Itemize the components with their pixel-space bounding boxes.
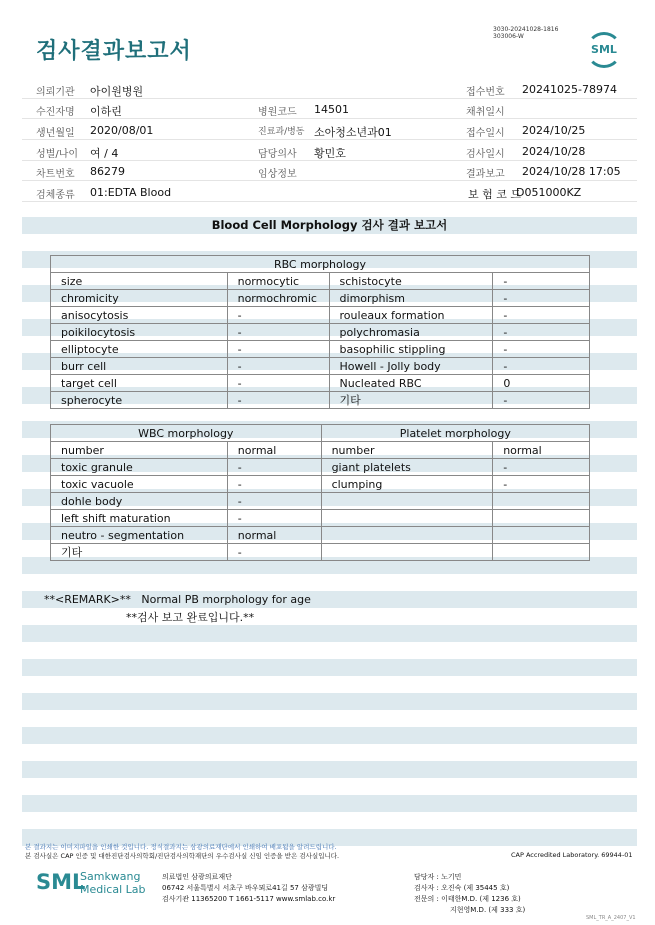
table-row xyxy=(51,307,590,324)
cell-label: toxic granule xyxy=(51,459,228,476)
table-header: RBC morphology xyxy=(51,256,590,273)
cell-label: dimorphism xyxy=(329,290,493,307)
cell-value: normocytic xyxy=(227,273,329,290)
value: 86279 xyxy=(90,165,125,178)
table-header: WBC morphology xyxy=(51,425,322,442)
cell-value xyxy=(493,510,590,527)
cell-label: giant platelets xyxy=(321,459,493,476)
cell-label: clumping xyxy=(321,476,493,493)
table-header: Platelet morphology xyxy=(321,425,589,442)
cell-value: - xyxy=(227,375,329,392)
cell-value xyxy=(493,527,590,544)
cell-value: normal xyxy=(227,527,321,544)
info-row xyxy=(22,79,637,99)
table-row xyxy=(51,527,590,544)
cell-value: - xyxy=(227,544,321,561)
cell-value: normochromic xyxy=(227,290,329,307)
remark-done: **검사 보고 완료입니다.** xyxy=(126,611,255,624)
value: 여 / 4 xyxy=(90,147,119,160)
cell-label: burr cell xyxy=(51,358,228,375)
cell-value: normal xyxy=(227,442,321,459)
cell-value: - xyxy=(227,324,329,341)
table-row xyxy=(51,324,590,341)
label: 임상정보 xyxy=(258,169,297,180)
footer-note: 본 검사실은 CAP 인증 및 대한진단검사의학회/진단검사의학재단의 우수검사실 신임 인증을 받은 검사실입니다. xyxy=(25,852,340,860)
label: 진료과/병동 xyxy=(258,127,305,137)
lab-name-line: Samkwang xyxy=(80,870,141,883)
value: D051000KZ xyxy=(516,186,582,199)
cell-value: - xyxy=(493,290,590,307)
cell-label: anisocytosis xyxy=(51,307,228,324)
label: 접수번호 xyxy=(466,87,505,98)
value: 2020/08/01 xyxy=(90,124,154,137)
cell-value: - xyxy=(493,476,590,493)
cell-label: poikilocytosis xyxy=(51,324,228,341)
cell-label: rouleaux formation xyxy=(329,307,493,324)
cell-value: - xyxy=(493,324,590,341)
table-row xyxy=(51,510,590,527)
value: 2024/10/28 17:05 xyxy=(522,165,621,178)
table-row xyxy=(51,341,590,358)
staff-line: 지현영M.D. (제 333 호) xyxy=(450,906,526,914)
cell-value: - xyxy=(227,307,329,324)
doc-id-line: 303006-W xyxy=(493,33,524,40)
cell-label: schistocyte xyxy=(329,273,493,290)
cell-label: number xyxy=(51,442,228,459)
cell-label: Howell - Jolly body xyxy=(329,358,493,375)
addr-line: 의료법인 삼광의료재단 xyxy=(162,873,232,881)
staff-line: 담당자 : 노기민 xyxy=(414,873,462,881)
lab-name-line: Medical Lab xyxy=(80,883,146,896)
cell-value: - xyxy=(227,341,329,358)
cell-value: - xyxy=(227,392,329,409)
table-row xyxy=(51,392,590,409)
label: 보 험 코 드 xyxy=(468,188,521,201)
info-row xyxy=(22,161,637,181)
value: 아이원병원 xyxy=(90,85,144,98)
table-row xyxy=(51,544,590,561)
report-title: Blood Cell Morphology 검사 결과 보고서 xyxy=(211,218,448,232)
cell-label xyxy=(321,527,493,544)
cell-label xyxy=(321,510,493,527)
staff-list xyxy=(414,872,525,916)
cell-label: target cell xyxy=(51,375,228,392)
value: 20241025-78974 xyxy=(522,83,617,96)
label: 검사일시 xyxy=(466,149,505,160)
info-row xyxy=(22,99,637,119)
table-row xyxy=(51,273,590,290)
label: 결과보고 xyxy=(466,169,505,180)
table-row xyxy=(51,493,590,510)
footer-note: 본 결과지는 이미지파일을 인쇄한 것입니다. 정식결과지는 삼광의료재단에서 인쇄하여 배포됨을 알려드립니다. xyxy=(25,843,337,851)
cell-value: - xyxy=(493,392,590,409)
cell-value: - xyxy=(493,273,590,290)
cell-value: - xyxy=(227,358,329,375)
label: 담당의사 xyxy=(258,149,297,160)
cell-value: - xyxy=(493,307,590,324)
cell-label: elliptocyte xyxy=(51,341,228,358)
doc-id-line: 3030-20241028-1816 xyxy=(493,26,559,33)
label: 의뢰기관 xyxy=(36,87,75,98)
cell-value: - xyxy=(227,476,321,493)
staff-line: 전문의 : 이태한M.D. (제 1236 호) xyxy=(414,895,521,903)
staff-line: 검사자 : 오진숙 (제 35445 호) xyxy=(414,884,510,892)
cell-value: - xyxy=(493,358,590,375)
addr-line: 06742 서울특별시 서초구 바우뫼로41길 57 삼광빌딩 xyxy=(162,884,329,892)
remark-label: **<REMARK>** xyxy=(44,593,131,606)
cell-label: toxic vacuole xyxy=(51,476,228,493)
table-row xyxy=(51,442,590,459)
cell-label: polychromasia xyxy=(329,324,493,341)
label: 차트번호 xyxy=(36,169,75,180)
cell-label: spherocyte xyxy=(51,392,228,409)
info-row xyxy=(22,182,637,202)
label: 수진자명 xyxy=(36,107,75,118)
label: 성별/나이 xyxy=(36,149,79,160)
cell-value: - xyxy=(493,341,590,358)
value: 소아청소년과01 xyxy=(314,126,392,139)
label: 생년월일 xyxy=(36,128,75,139)
page-title: 검사결과보고서 xyxy=(36,39,192,64)
cell-value: - xyxy=(227,510,321,527)
wbc-platelet-table xyxy=(50,424,590,561)
cell-value xyxy=(493,544,590,561)
rbc-morphology-table xyxy=(50,255,590,409)
cell-value: normal xyxy=(493,442,590,459)
table-row xyxy=(51,476,590,493)
cell-label: size xyxy=(51,273,228,290)
table-row xyxy=(51,459,590,476)
lab-name xyxy=(80,870,146,896)
cell-value: 0 xyxy=(493,375,590,392)
value: 01:EDTA Blood xyxy=(90,186,172,199)
cap-accreditation: CAP Accredited Laboratory. 69944-01 xyxy=(511,851,633,859)
cell-value xyxy=(493,493,590,510)
table-row xyxy=(51,290,590,307)
cell-label: left shift maturation xyxy=(51,510,228,527)
cell-label xyxy=(321,544,493,561)
cell-value: - xyxy=(227,493,321,510)
cell-label: chromicity xyxy=(51,290,228,307)
value: 2024/10/25 xyxy=(522,124,586,137)
cell-value: - xyxy=(493,459,590,476)
value: 이하린 xyxy=(90,105,122,118)
value: 2024/10/28 xyxy=(522,145,586,158)
info-row xyxy=(22,120,637,140)
form-id: SML_TR_A_2407_V1 xyxy=(586,915,636,921)
table-row xyxy=(51,375,590,392)
label: 채취일시 xyxy=(466,107,505,118)
cell-label: basophilic stippling xyxy=(329,341,493,358)
label: 병원코드 xyxy=(258,107,297,118)
remark xyxy=(44,593,311,606)
label: 접수일시 xyxy=(466,128,505,139)
cell-label xyxy=(321,493,493,510)
label: 검체종류 xyxy=(36,190,75,201)
value: 14501 xyxy=(314,103,349,116)
info-row xyxy=(22,141,637,161)
sml-footer-logo: SML xyxy=(36,870,86,894)
cell-label: Nucleated RBC xyxy=(329,375,493,392)
cell-value: - xyxy=(227,459,321,476)
cell-label: 기타 xyxy=(51,544,228,561)
cell-label: 기타 xyxy=(329,392,493,409)
table-row xyxy=(51,358,590,375)
value: 황민호 xyxy=(314,147,346,160)
addr-line: 검사기관 11365200 T 1661-5117 www.smlab.co.kr xyxy=(162,895,336,903)
sml-logo: SML xyxy=(586,32,622,68)
remark-text: Normal PB morphology for age xyxy=(141,593,311,606)
cell-label: number xyxy=(321,442,493,459)
document-id xyxy=(493,26,558,40)
lab-address xyxy=(162,872,335,905)
cell-label: neutro - segmentation xyxy=(51,527,228,544)
cell-label: dohle body xyxy=(51,493,228,510)
